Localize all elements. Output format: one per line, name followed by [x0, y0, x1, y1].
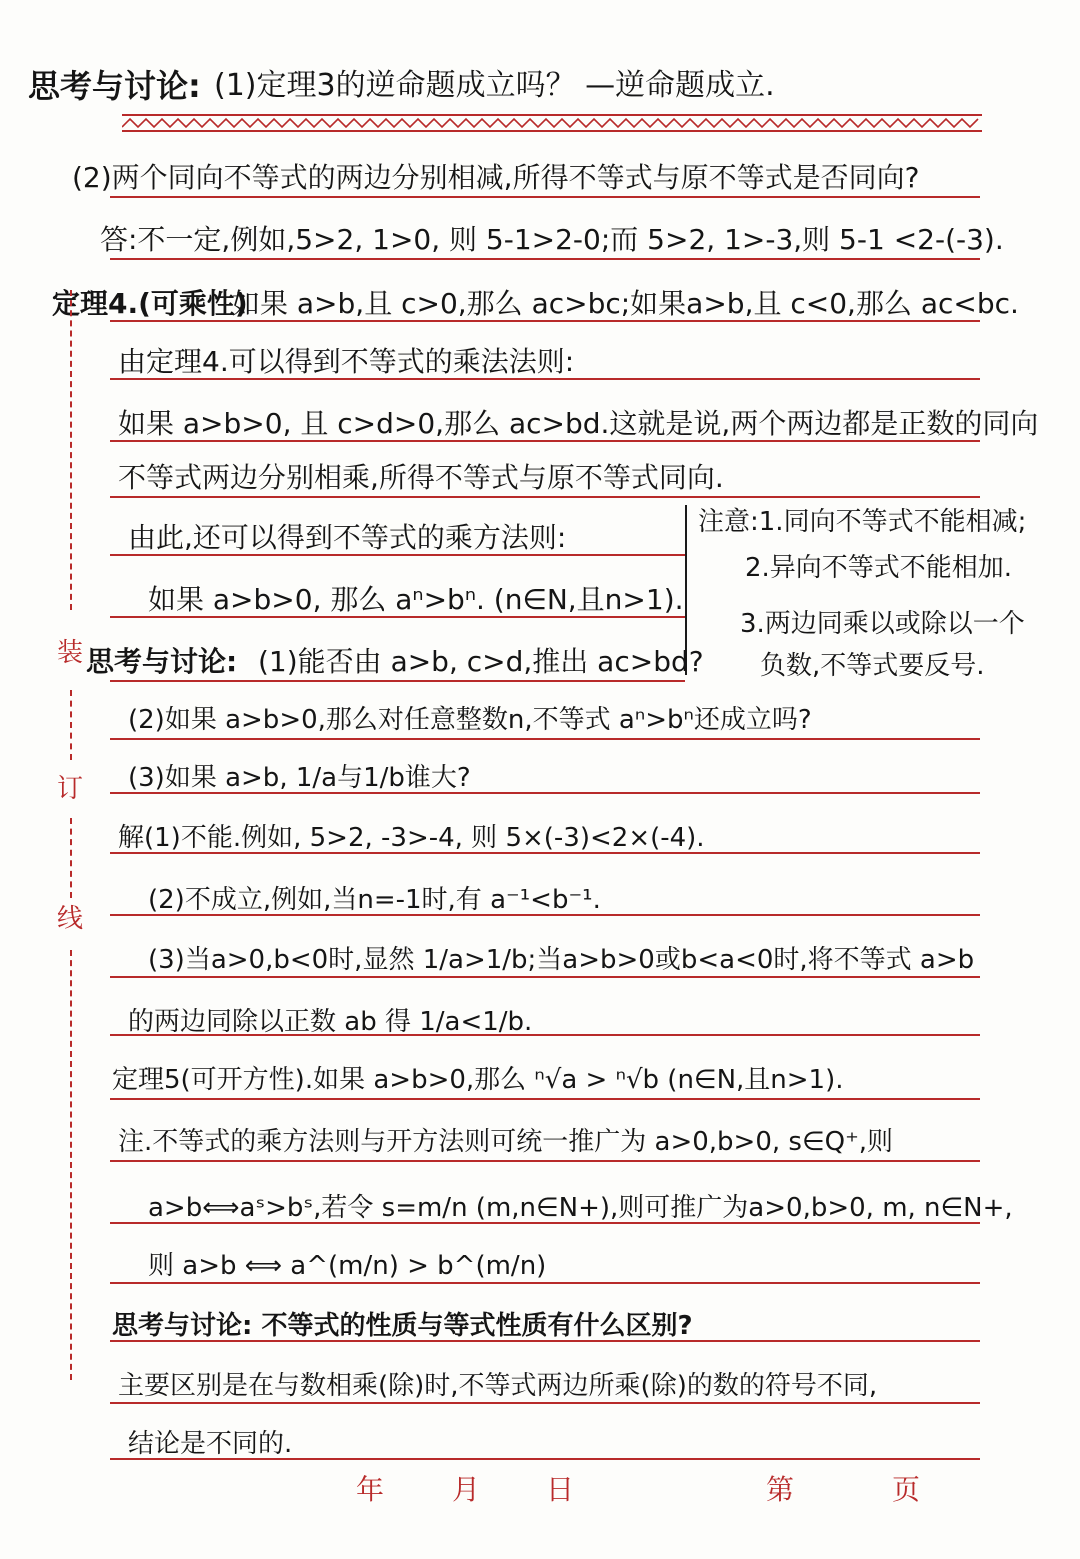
ruled-line — [110, 1160, 980, 1162]
question-2: (2)两个同向不等式的两边分别相减,所得不等式与原不等式是否同向? — [72, 161, 920, 194]
side-note-item-2: 2.异向不等式不能相加. — [745, 553, 1013, 583]
discussion-2-q1: (1)能否由 a>b, c>d,推出 ac>bd? — [258, 645, 704, 678]
footer-page-prefix: 第 — [766, 1473, 795, 1506]
ruled-line — [110, 1098, 980, 1100]
ruled-line — [110, 196, 980, 198]
answer-question-2: 答:不一定,例如,5>2, 1>0, 则 5-1>2-0;而 5>2, 1>-3,则 5-1 <2-(-3). — [100, 223, 1004, 256]
discussion-2-q3: (3)如果 a>b, 1/a与1/b谁大? — [128, 763, 471, 793]
ruled-line — [110, 1222, 980, 1224]
ruled-line — [110, 792, 980, 794]
title-heading: 思考与讨论: — [28, 67, 201, 105]
binding-line — [70, 290, 72, 610]
answer-3a: (3)当a>0,b<0时,显然 1/a>1/b;当a>b>0或b<a<0时,将不等式 a>b — [148, 945, 975, 975]
answer-1: 解(1)不能.例如, 5>2, -3>-4, 则 5×(-3)<2×(-4). — [118, 823, 705, 853]
side-note-item-3a: 3.两边同乘以或除以一个 — [740, 609, 1025, 639]
answer-3b: 的两边同除以正数 ab 得 1/a<1/b. — [128, 1007, 533, 1037]
theorem-5: 定理5(可开方性).如果 a>b>0,那么 ⁿ√a > ⁿ√b (n∈N,且n>1). — [112, 1065, 844, 1095]
binding-char-ding: 订 — [56, 774, 83, 804]
discussion-3: 思考与讨论: 不等式的性质与等式性质有什么区别? — [112, 1311, 693, 1341]
footer-page-suffix: 页 — [892, 1473, 921, 1506]
discussion-2-q2: (2)如果 a>b>0,那么对任意整数n,不等式 aⁿ>bⁿ还成立吗? — [128, 705, 812, 735]
power-rule-intro: 由此,还可以得到不等式的乘方法则: — [128, 521, 567, 554]
ruled-line — [110, 440, 980, 442]
decorative-divider — [122, 113, 982, 133]
footer-year: 年 — [356, 1473, 385, 1506]
binding-line — [70, 690, 72, 760]
binding-char-zhuang: 装 — [56, 638, 83, 668]
theorem-4-text: 如果 a>b,且 c>0,那么 ac>bc;如果a>b,且 c<0,那么 ac<bc. — [232, 287, 1019, 320]
multiplication-rule-line-1: 如果 a>b>0, 且 c>d>0,那么 ac>bd.这就是说,两个两边都是正数的同向 — [118, 407, 1039, 440]
title-question: (1)定理3的逆命题成立吗？ —逆命题成立. — [214, 68, 775, 103]
note-line-1: 注.不等式的乘方法则与开方法则可统一推广为 a>0,b>0, s∈Q⁺,则 — [118, 1127, 894, 1157]
ruled-line — [110, 496, 980, 498]
ruled-line — [110, 976, 980, 978]
ruled-line — [110, 1034, 980, 1036]
ruled-line — [110, 1402, 980, 1404]
side-note-title-text: 注意: — [698, 507, 759, 537]
ruled-line — [110, 616, 685, 618]
ruled-line — [110, 1282, 980, 1284]
note-line-2: a>b⟺aˢ>bˢ,若令 s=m/n (m,n∈N+),则可推广为a>0,b>0, m, n∈N+, — [148, 1193, 1013, 1223]
footer-month: 月 — [452, 1473, 481, 1506]
side-note-item-1: 1.同向不等式不能相减; — [758, 507, 1027, 537]
ruled-line — [110, 258, 980, 260]
discussion-2-label: 思考与讨论: — [86, 645, 238, 678]
ruled-line — [110, 320, 980, 322]
ruled-line — [110, 1458, 980, 1460]
multiplication-rule-intro: 由定理4.可以得到不等式的乘法法则: — [118, 345, 575, 378]
footer-day: 日 — [546, 1473, 575, 1506]
multiplication-rule-line-2: 不等式两边分别相乘,所得不等式与原不等式同向. — [118, 461, 724, 494]
note-line-3: 则 a>b ⟺ a^(m/n) > b^(m/n) — [148, 1251, 547, 1281]
theorem-4-label: 定理4.(可乘性) — [52, 287, 248, 320]
ruled-line — [110, 680, 685, 682]
answer-discussion-3-line-1: 主要区别是在与数相乘(除)时,不等式两边所乘(除)的数的符号不同, — [118, 1371, 878, 1401]
ruled-line — [110, 378, 980, 380]
power-rule: 如果 a>b>0, 那么 aⁿ>bⁿ. (n∈N,且n>1). — [148, 583, 684, 616]
ruled-line — [110, 1340, 980, 1342]
ruled-line — [110, 554, 685, 556]
ruled-line — [110, 914, 980, 916]
answer-2: (2)不成立,例如,当n=-1时,有 a⁻¹<b⁻¹. — [148, 885, 601, 915]
answer-discussion-3-line-2: 结论是不同的. — [128, 1429, 293, 1459]
ruled-line — [110, 852, 980, 854]
side-note-title — [698, 502, 1026, 542]
side-note-item-3b: 负数,不等式要反号. — [760, 651, 985, 681]
ruled-line — [110, 738, 980, 740]
binding-char-xian: 线 — [56, 904, 83, 934]
binding-line — [70, 818, 72, 898]
binding-line — [70, 950, 72, 1380]
